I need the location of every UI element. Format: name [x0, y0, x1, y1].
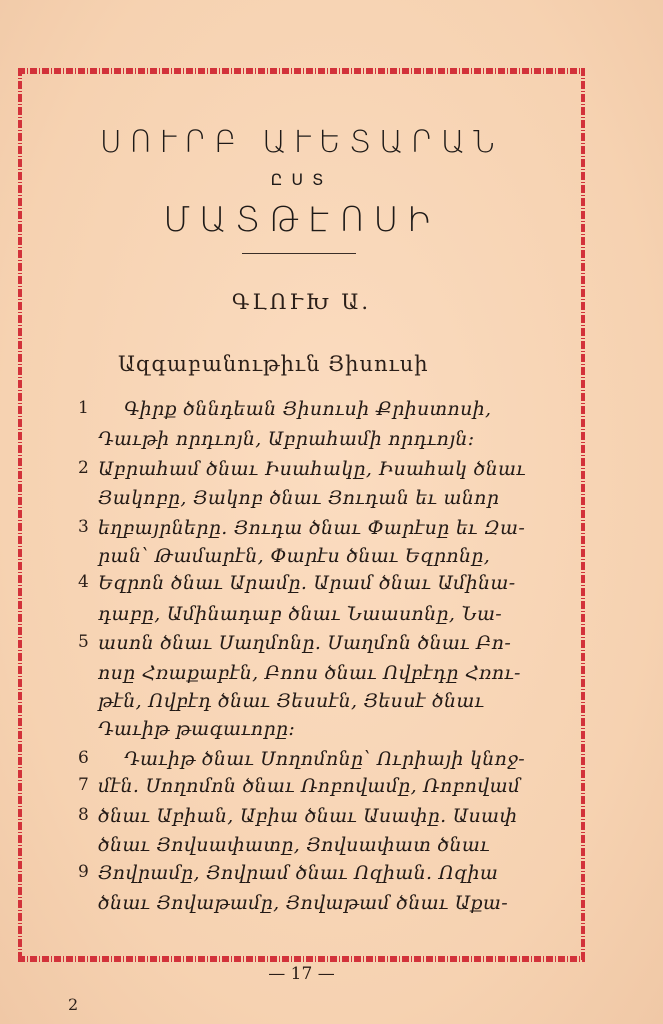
text-line: Յակոբը, Յակոբ ծնաւ Յուդան եւ անոր [98, 487, 500, 509]
verse-number: 4 [78, 572, 89, 592]
border-top [18, 68, 585, 74]
text-line: ծնաւ Յովսափատը, Յովսափատ ծնաւ [98, 834, 490, 856]
text-line: ոսը Հռաքաբէն, Բոոս ծնաւ Ովբէդը Հռու- [98, 662, 521, 684]
chapter-heading: ԳԼՈՒԽ Ա. [231, 290, 372, 314]
verse-number: 2 [78, 458, 89, 478]
verse-number: 3 [78, 517, 89, 537]
page-number: — 17 — [268, 964, 335, 984]
title-rule [242, 253, 356, 254]
verse-number: 9 [78, 862, 89, 882]
text-line: Դաւիթ թագաւորը: [98, 718, 296, 740]
text-line: ծնաւ Յովաթամը, Յովաթամ ծնաւ Աքա- [98, 892, 508, 914]
text-line: Եզրոն ծնաւ Արամը. Արամ ծնաւ Ամինա- [98, 572, 516, 594]
title-line-2: ԸՍՏ [270, 170, 333, 189]
text-line: րան՝ Թամարէն, Փարէս ծնաւ Եզրոնը, [98, 545, 491, 567]
border-bottom [18, 956, 585, 962]
text-line: դաբը, Ամինադաբ ծնաւ Նաասոնը, Նա- [98, 603, 503, 625]
signature-mark: 2 [68, 995, 79, 1014]
verse-number: 8 [78, 805, 89, 825]
text-line: Գիրք ծննդեան Յիսուսի Քրիստոսի, [124, 398, 492, 420]
verse-number: 1 [78, 398, 89, 418]
verse-number: 6 [78, 748, 89, 768]
title-line-3: ՄԱՏԹԷՈՍԻ [163, 200, 440, 240]
text-line: մէն. Սողոմոն ծնաւ Ռոբովամը, Ռոբովամ [98, 775, 521, 797]
text-line: եղբայրները. Յուդա ծնաւ Փարէսը եւ Զա- [98, 517, 526, 539]
text-line: Դաւթի որդւոյն, Աբրահամի որդւոյն: [98, 428, 475, 450]
verse-number: 5 [78, 632, 89, 652]
text-line: ծնաւ Աբիան, Աբիա ծնաւ Ասափը. Ասափ [98, 805, 518, 827]
text-line: Աբրահամ ծնաւ Իսահակը, Իսահակ ծնաւ [98, 458, 526, 480]
verse-number: 7 [78, 775, 89, 795]
text-line: թէն, Ովբէդ ծնաւ Յեսսէն, Յեսսէ ծնաւ [98, 690, 485, 712]
section-heading: Ազգաբանութիւն Յիսուսի [118, 352, 429, 376]
text-line: Յովրամը, Յովրամ ծնաւ Ոզիան. Ոզիա [98, 862, 499, 884]
text-line: ասոն ծնաւ Սաղմոնը. Սաղմոն ծնաւ Բո- [98, 632, 512, 654]
title-line-1: ՍՈՒՐԲ ԱՒԵՏԱՐԱՆ [99, 125, 504, 160]
text-line: Դաւիթ ծնաւ Սողոմոնը՝ Ուրիայի կնոջ- [124, 748, 525, 770]
